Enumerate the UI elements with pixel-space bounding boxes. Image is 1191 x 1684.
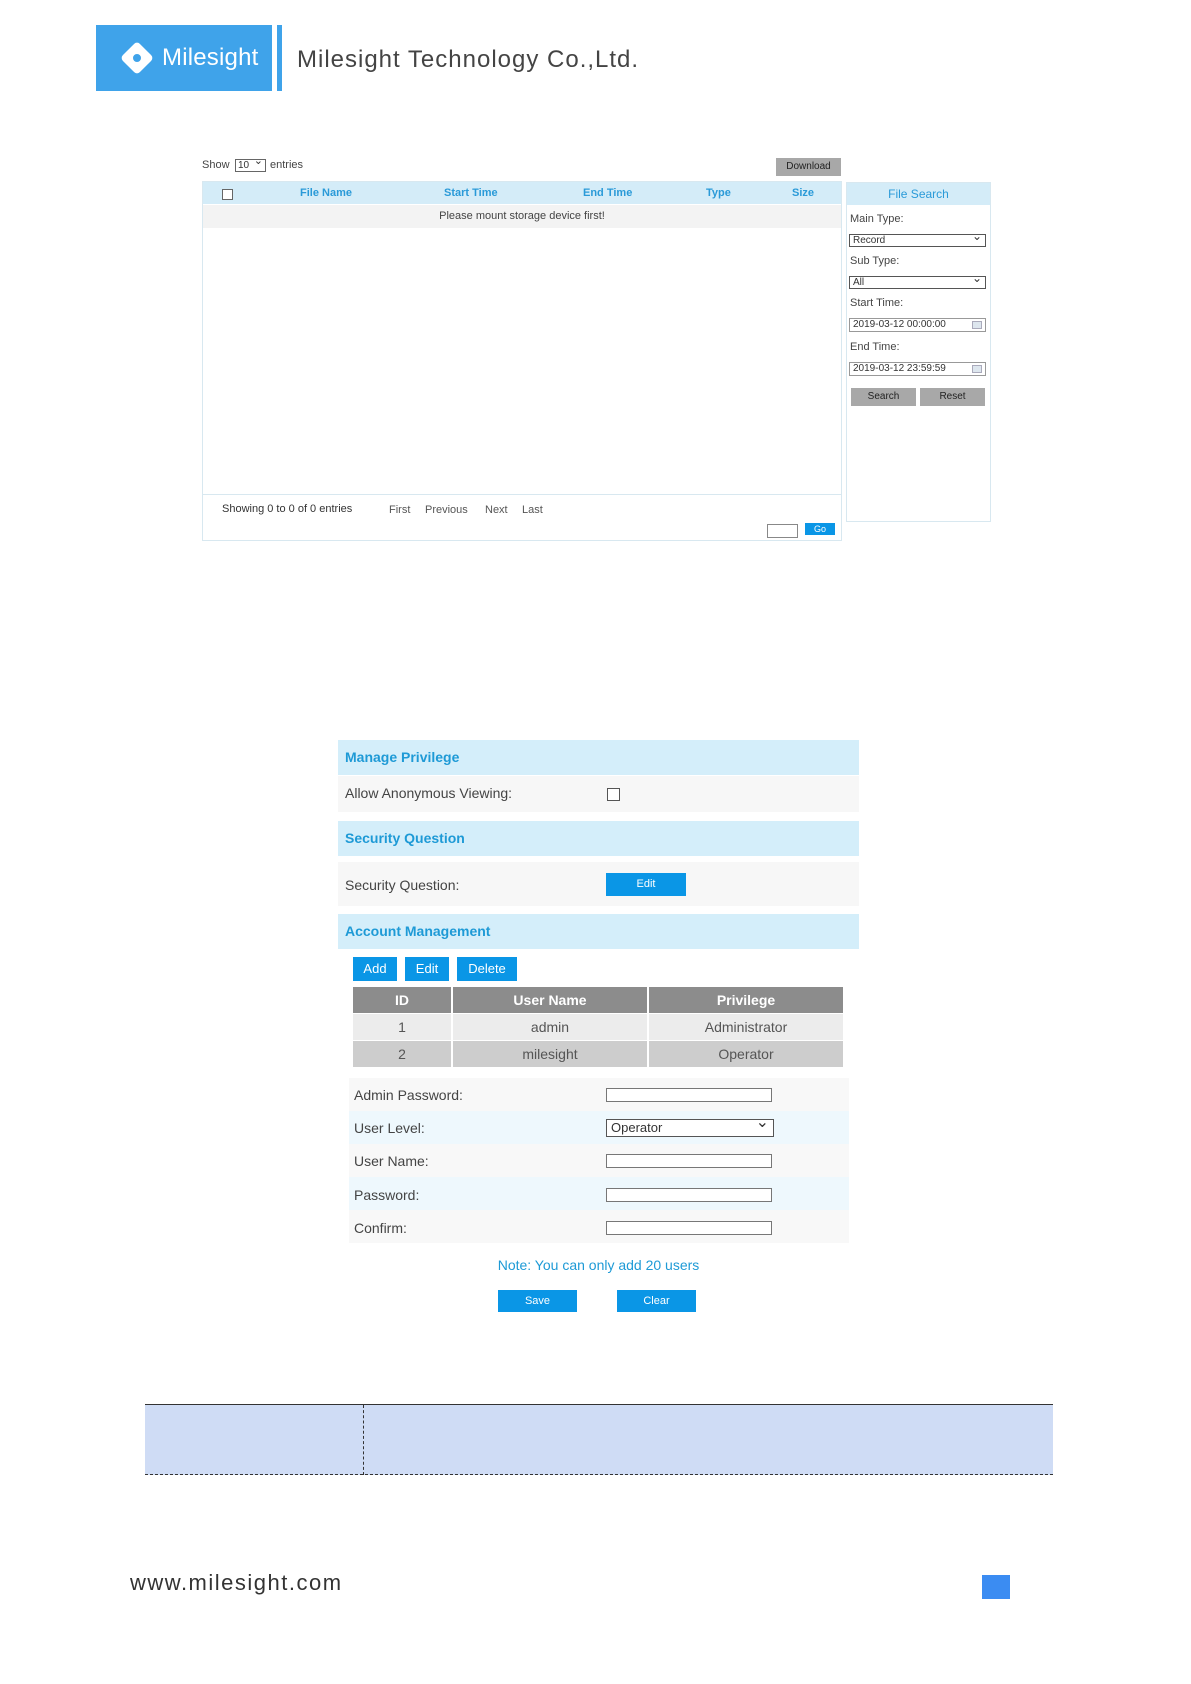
delete-user-button[interactable]: Delete	[457, 957, 517, 981]
search-button[interactable]: Search	[851, 388, 916, 406]
go-button[interactable]: Go	[805, 523, 835, 535]
download-button[interactable]: Download	[776, 158, 841, 176]
file-table	[202, 181, 842, 541]
logo-divider	[277, 25, 282, 91]
password-input[interactable]	[606, 1188, 772, 1202]
admin-password-label: Admin Password:	[354, 1087, 463, 1103]
main-type-label: Main Type:	[850, 213, 904, 225]
confirm-label: Confirm:	[354, 1220, 407, 1236]
end-time-label: End Time:	[850, 341, 900, 353]
password-row	[349, 1177, 849, 1210]
user-limit-note: Note: You can only add 20 users	[497, 1257, 700, 1273]
clear-button[interactable]: Clear	[617, 1290, 696, 1312]
user-privilege: Administrator	[648, 1014, 843, 1041]
col-type[interactable]: Type	[706, 187, 731, 199]
sub-type-select[interactable]: All ⌄	[849, 276, 986, 289]
calendar-icon[interactable]	[972, 321, 982, 329]
show-label: Show	[202, 159, 230, 171]
anonymous-checkbox[interactable]	[607, 788, 620, 801]
page-number-block-edge	[1008, 1575, 1010, 1599]
pager-previous[interactable]: Previous	[425, 504, 468, 516]
user-level-select[interactable]: Operator ⌄	[606, 1119, 774, 1137]
security-question-label: Security Question:	[345, 877, 460, 893]
page-number-input[interactable]	[767, 524, 798, 538]
calendar-icon[interactable]	[972, 365, 982, 373]
file-table-header	[203, 182, 841, 204]
page-number-block	[982, 1575, 1008, 1599]
footer-url: www.milesight.com	[130, 1570, 343, 1595]
start-time-value: 2019-03-12 00:00:00	[853, 319, 946, 330]
page-size-select[interactable]: 10 ⌄	[235, 159, 266, 172]
manage-privilege-title: Manage Privilege	[345, 749, 460, 765]
col-file-name[interactable]: File Name	[300, 187, 352, 199]
edit-user-button[interactable]: Edit	[405, 957, 449, 981]
pager-first[interactable]: First	[389, 504, 411, 516]
user-name-input[interactable]	[606, 1154, 772, 1168]
table-row[interactable]	[353, 1014, 843, 1041]
user-privilege: Operator	[648, 1041, 843, 1068]
end-time-value: 2019-03-12 23:59:59	[853, 363, 946, 374]
select-all-checkbox[interactable]	[222, 189, 233, 200]
user-id: 2	[353, 1041, 452, 1068]
confirm-row	[349, 1210, 849, 1243]
user-name: admin	[452, 1014, 648, 1041]
col-id: ID	[353, 987, 452, 1014]
user-table	[353, 987, 843, 1067]
user-name-label: User Name:	[354, 1153, 429, 1169]
reset-button[interactable]: Reset	[920, 388, 985, 406]
pager-next[interactable]: Next	[485, 504, 508, 516]
security-question-title: Security Question	[345, 830, 465, 846]
user-name: milesight	[452, 1041, 648, 1068]
admin-password-input[interactable]	[606, 1088, 772, 1102]
account-management-title: Account Management	[345, 923, 491, 939]
showing-entries: Showing 0 to 0 of 0 entries	[222, 503, 353, 515]
logo-text: Milesight	[162, 44, 259, 71]
file-search-title: File Search	[847, 183, 990, 205]
col-size[interactable]: Size	[792, 187, 815, 199]
table-row[interactable]	[353, 1041, 843, 1068]
start-time-label: Start Time:	[850, 297, 904, 309]
col-privilege: Privilege	[648, 987, 843, 1014]
save-button[interactable]: Save	[498, 1290, 577, 1312]
col-user-name: User Name	[452, 987, 648, 1014]
main-type-select[interactable]: Record ⌄	[849, 234, 986, 247]
pager-last[interactable]: Last	[522, 504, 543, 516]
empty-message: Please mount storage device first!	[439, 210, 605, 222]
col-end-time[interactable]: End Time	[583, 187, 633, 199]
end-time-input[interactable]	[849, 362, 986, 376]
password-label: Password:	[354, 1187, 420, 1203]
milesight-logo-icon	[120, 41, 154, 75]
anonymous-label: Allow Anonymous Viewing:	[345, 785, 513, 801]
user-id: 1	[353, 1014, 452, 1041]
table-footer-divider	[203, 494, 841, 495]
brand-logo	[96, 25, 272, 91]
security-edit-button[interactable]: Edit	[606, 873, 686, 896]
note-table-divider	[363, 1405, 364, 1475]
user-level-label: User Level:	[354, 1120, 425, 1136]
col-start-time[interactable]: Start Time	[444, 187, 498, 199]
sub-type-label: Sub Type:	[850, 255, 900, 267]
company-name: Milesight Technology Co.,Ltd.	[297, 46, 640, 73]
entries-label: entries	[270, 159, 304, 171]
note-table	[145, 1404, 1053, 1475]
add-user-button[interactable]: Add	[353, 957, 397, 981]
confirm-input[interactable]	[606, 1221, 772, 1235]
start-time-input[interactable]	[849, 318, 986, 332]
